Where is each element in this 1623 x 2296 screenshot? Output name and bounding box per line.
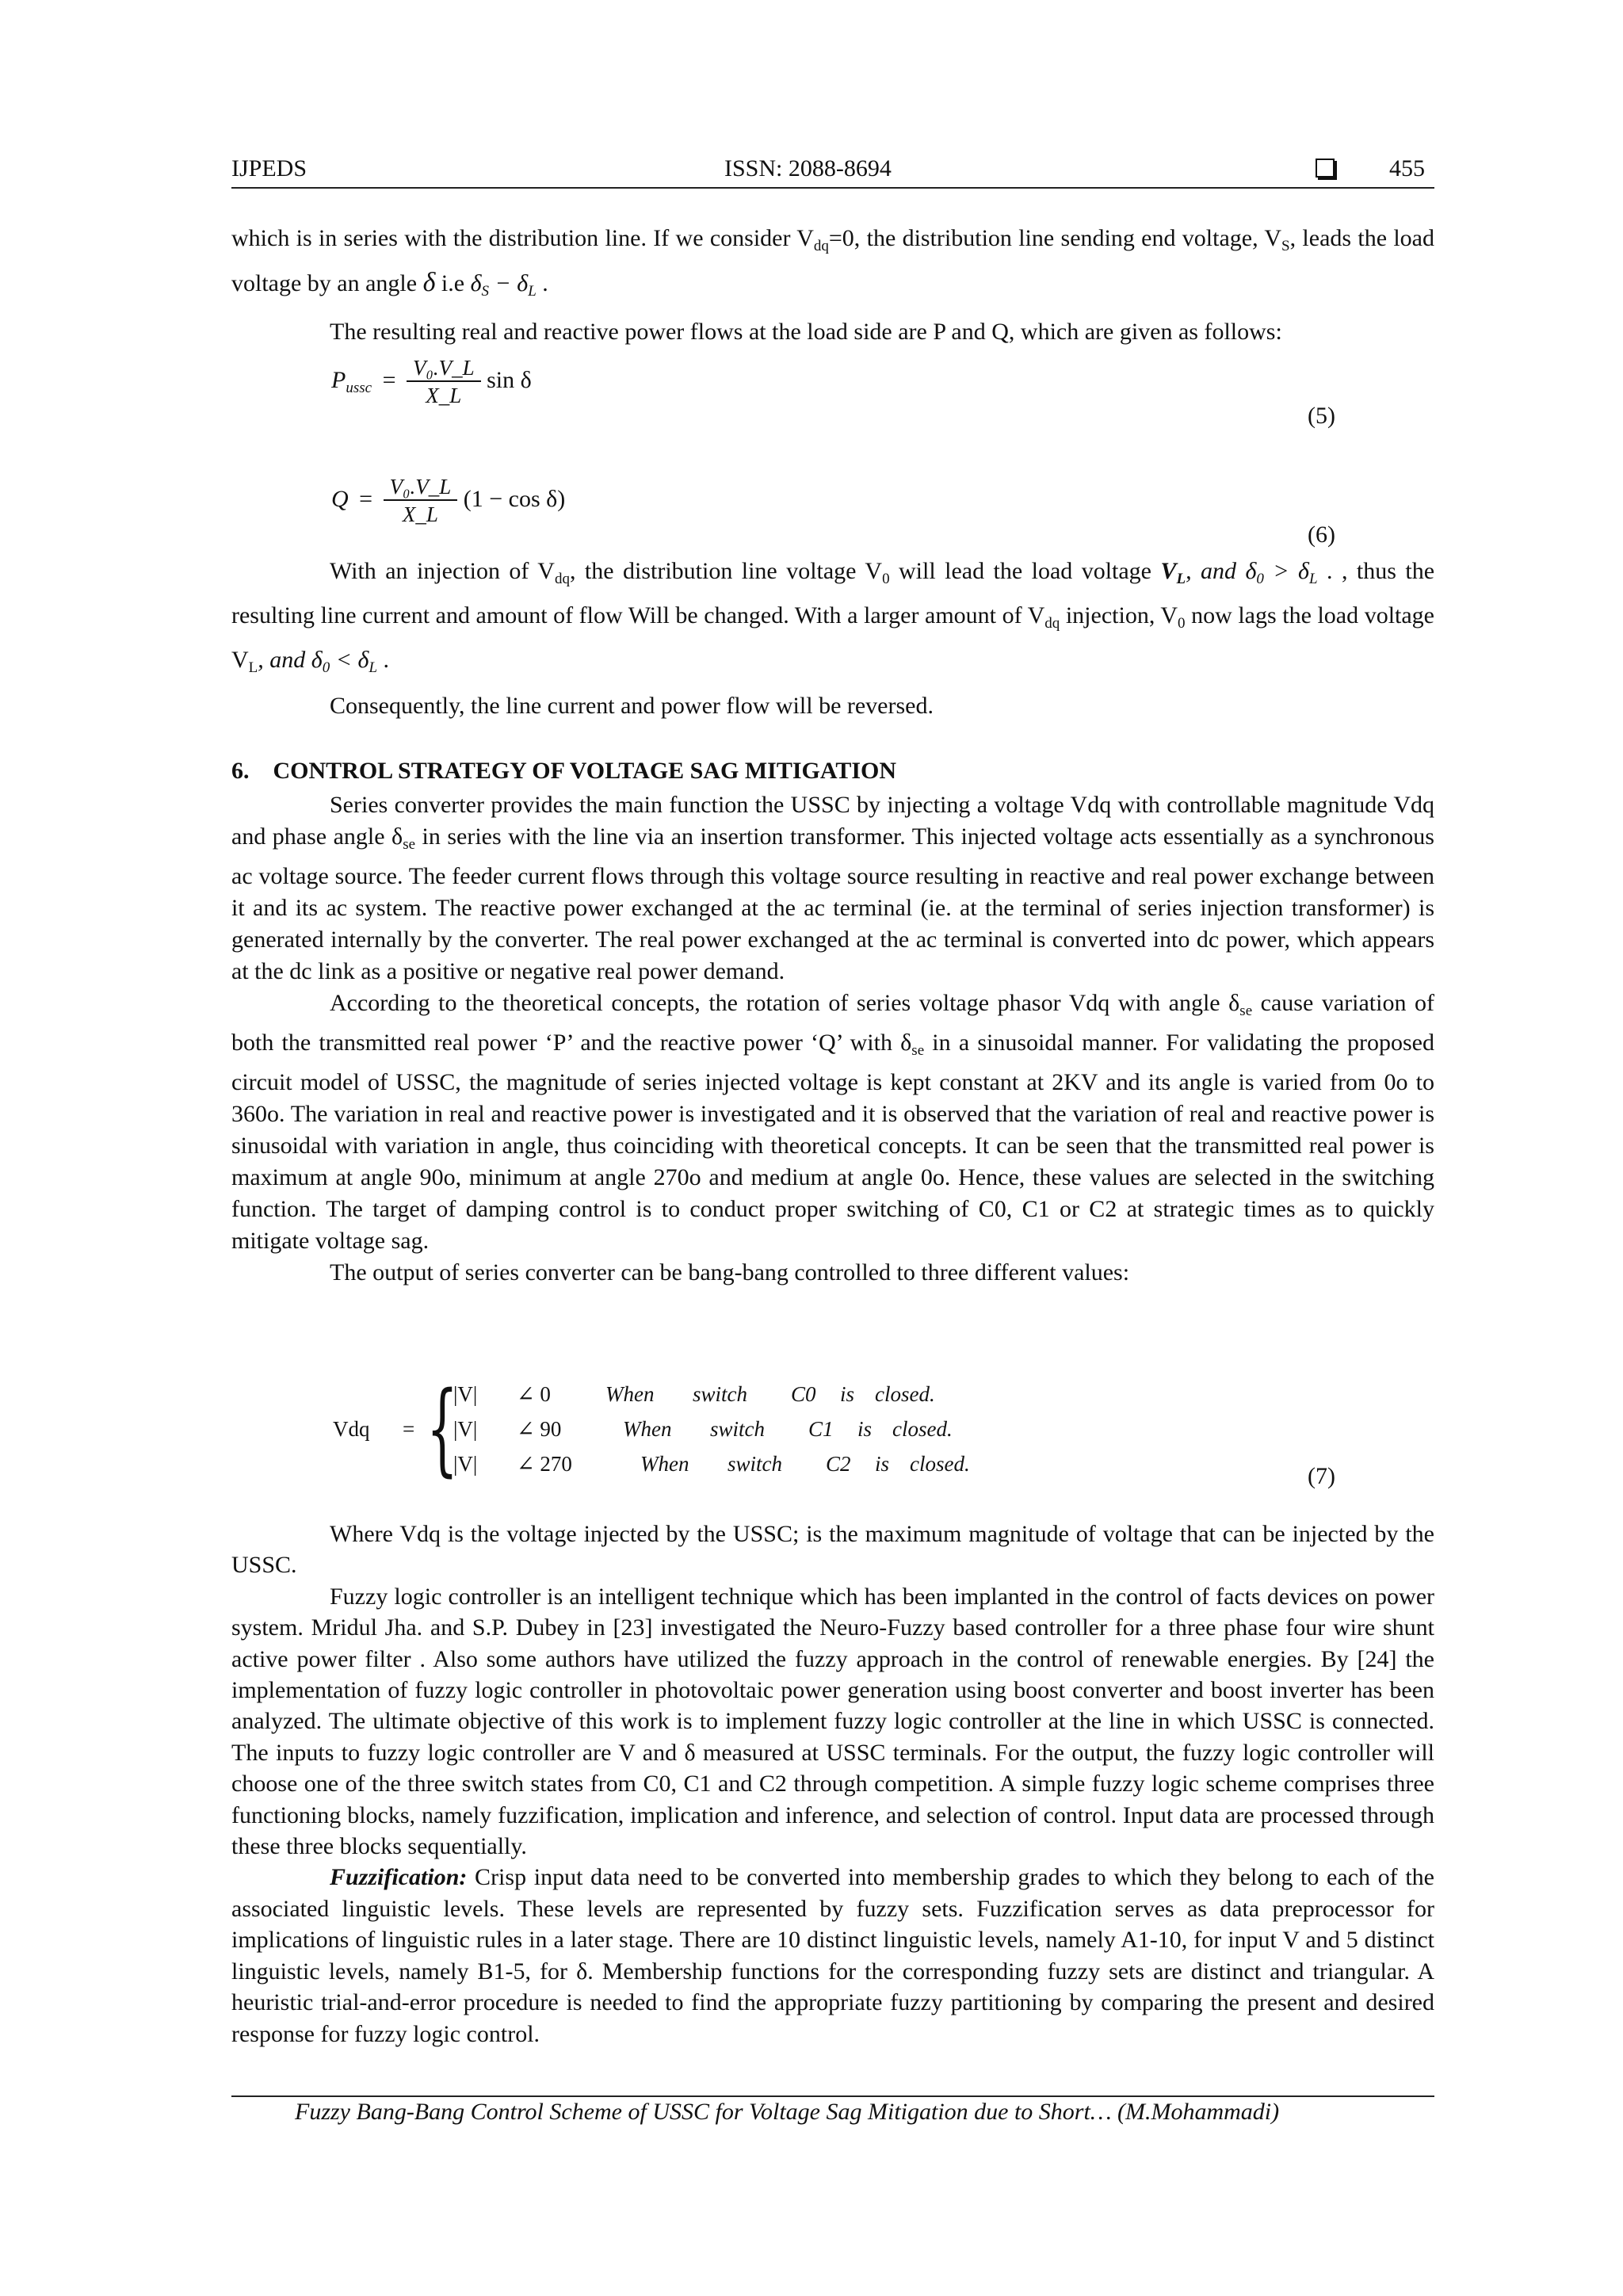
paragraph: Series converter provides the main function the USSC by injecting a voltage Vdq with controllable magnitude Vdq and phase angle $\delta_{se}$ in series with the line via an insertion transformer. This injected voltage acts essentially as a synchronous ac voltage source. The feeder current flows through this voltage source resulting in reactive and real power exchange between it and its ac system. The reactive power exchanged at the ac terminal (ie. at the terminal of series injection transformer) is generated internally by the converter. The real power exchanged at the ac terminal is converted into dc power, which appears at the dc link as a positive or negative real power demand.	[231, 792, 1434, 984]
case-row: |V| ∠ 270 When switch C2 is closed.	[453, 1452, 970, 1476]
paragraph: The output of series converter can be bang-bang controlled to three different values:	[330, 1259, 1130, 1286]
fraction: $\frac{\text{V₀.V\_L}}{X\_L}$	[407, 355, 481, 409]
running-footer: Fuzzy Bang-Bang Control Scheme of USSC for Voltage Sag Mitigation due to Short… (M.Mohammadi)	[295, 2099, 1280, 2125]
section5-continuation	[231, 220, 1434, 348]
equation-number: (6)	[1308, 521, 1335, 548]
case-row: |V| ∠ 0 When switch C0 is closed.	[453, 1382, 935, 1406]
paragraph: Fuzzification: Crisp input data need to be converted into membership grades to which they belong to each of the associated linguistic levels. These levels are represented by fuzzy sets. Fuzzification serves as data preprocessor for implications of linguistic rules in a later stage. There are 10 distinct linguistic levels, namely A1-10, for input V and 5 distinct linguistic levels, namely B1-5, for δ. Membership functions for the corresponding fuzzy sets are distinct and triangular. A heuristic trial-and-error procedure is needed to find the appropriate fuzzy partitioning by comparing the present and desired response for fuzzy logic control.	[231, 1864, 1434, 2047]
equation-number: (7)	[1308, 1463, 1335, 1489]
equation-5: $P_{ussc}$ = $\frac{\text{V₀.V\_L}}{X\_L}$ sin δ	[331, 356, 532, 407]
injection-paragraph	[231, 553, 1434, 724]
section6-body	[231, 789, 1434, 1289]
paragraph: With an injection of $V_{dq}$, the distribution line voltage $V_0$ will lead the load voltage $V_L$, and $\delta_0 > \delta_L$ . , thus the resulting line current and amount of flow Will be changed. With a larger amount of $V_{dq}$ injection, $V_0$ now lags the load voltage $V_L$, and $\delta_0 < \delta_L$ .	[231, 558, 1435, 676]
equation-6: Q = $\frac{\text{V₀.V\_L}}{X\_L}$ (1 − cos δ)	[331, 475, 566, 526]
square-bullet-icon	[1316, 159, 1335, 178]
section6-continuation	[231, 1519, 1434, 2050]
left-brace: {	[426, 1370, 459, 1487]
section-heading: 6. CONTROL STRATEGY OF VOLTAGE SAG MITIGATION	[231, 758, 897, 784]
paragraph: Fuzzy logic controller is an intelligent technique which has been implanted in the control of facts devices on power system. Mridul Jha. and S.P. Dubey in [23] investigated the Neuro-Fuzzy based controller for a three phase four wire shunt active power filter . Also some authors have utilized the fuzzy approach in the control of renewable energies. By [24] the implementation of fuzzy logic controller in photovoltaic power generation using boost converter and boost inverter has been analyzed. The ultimate objective of this work is to implement fuzzy logic controller at the line in which USSC is connected. The inputs to fuzzy logic controller are V and δ measured at USSC terminals. For the output, the fuzzy logic controller will choose one of the three switch states from C0, C1 and C2 through competition. A simple fuzzy logic scheme comprises three functioning blocks, namely fuzzification, implication and inference, and selection of control. Input data are processed through these three blocks sequentially.	[231, 1583, 1434, 1860]
equation-number: (5)	[1308, 403, 1335, 429]
header-rule	[231, 187, 1434, 189]
running-header	[231, 152, 1434, 187]
footer-rule	[231, 2095, 1434, 2097]
fraction: $\frac{\text{V₀.V\_L}}{X\_L}$	[384, 474, 458, 528]
case-row: |V| ∠ 90 When switch C1 is closed.	[453, 1417, 953, 1441]
equation-7: Vdq = { |V| ∠ 0 When switch C0 is closed. |V| ∠ 90 When switch C1 is closed. |V| ∠ 270 When switch C2 is closed.	[333, 1370, 970, 1487]
paragraph: Consequently, the line current and power flow will be reversed.	[330, 693, 934, 719]
paragraph: According to the theoretical concepts, the rotation of series voltage phasor Vdq with angle $\delta_{se}$ cause variation of both the transmitted real power ‘P’ and the reactive power ‘Q’ with $\delta_{se}$ in a sinusoidal manner. For validating the proposed circuit model of USSC, the magnitude of series injected voltage is kept constant at 2KV and its angle is varied from 0o to 360o. The variation in real and reactive power is investigated and it is observed that the variation of real and reactive power is sinusoidal with variation in angle, thus coinciding with theoretical concepts. It can be seen that the transmitted real power is maximum at angle 90o, minimum at angle 270o and medium at angle 0o. Hence, these values are selected in the switching function. The target of damping control is to conduct proper switching of C0, C1 or C2 at strategic times as to quickly mitigate voltage sag.	[231, 990, 1434, 1254]
paragraph: which is in series with the distribution line. If we consider $V_{dq}=0$, the distribution line sending end voltage, $V_S$, leads the load voltage by an angle δ i.e $\delta_S - \delta_L$ .	[231, 225, 1434, 300]
journal-name: IJPEDS	[231, 155, 307, 181]
paragraph: The resulting real and reactive power flows at the load side are P and Q, which are given as follows:	[330, 319, 1282, 345]
paragraph: Where Vdq is the voltage injected by the USSC; is the maximum magnitude of voltage that can be injected by the USSC.	[231, 1521, 1434, 1579]
issn: ISSN: 2088-8694	[724, 155, 892, 181]
fuzzification-label: Fuzzification:	[330, 1864, 468, 1891]
page-number: 455	[1389, 155, 1425, 181]
